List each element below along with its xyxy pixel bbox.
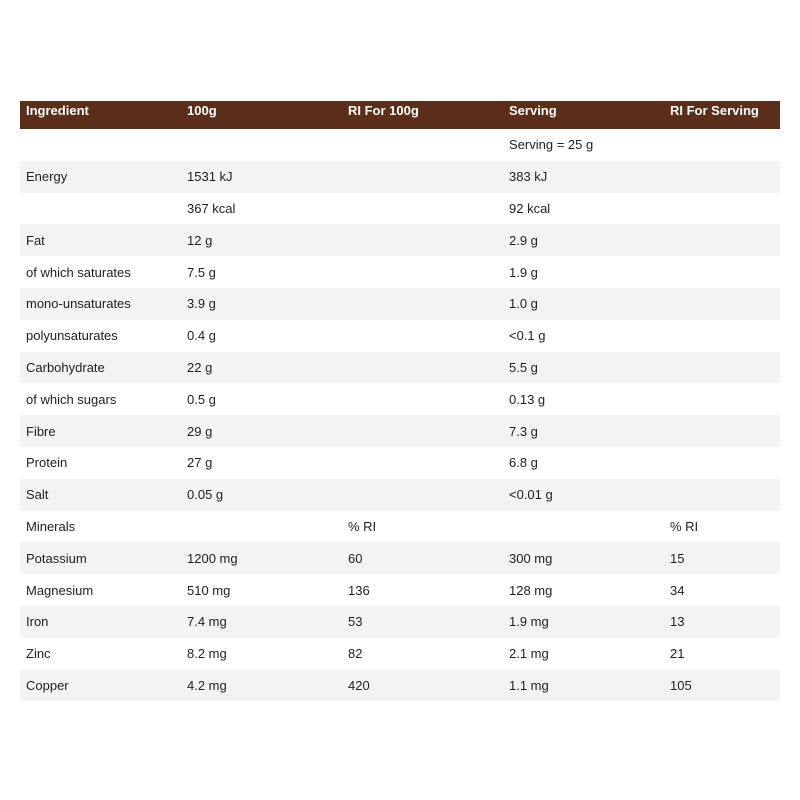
cell-ingredient: Potassium [20,542,181,574]
cell-ingredient: Energy [20,161,181,193]
table-row [20,511,780,543]
cell-ri-100g [342,320,503,352]
table-row [20,224,780,256]
cell-ri-serving: 13 [664,606,780,638]
table-row [20,670,780,702]
table-row [20,288,780,320]
cell-ri-100g [342,383,503,415]
cell-per-serving: 300 mg [503,542,664,574]
cell-per-100g: 7.5 g [181,256,342,288]
cell-per-100g: 0.5 g [181,383,342,415]
cell-ingredient: of which sugars [20,383,181,415]
cell-per-serving: 2.1 mg [503,638,664,670]
cell-ri-serving: 34 [664,574,780,606]
cell-per-serving: 1.9 g [503,256,664,288]
cell-ri-serving [664,352,780,384]
cell-per-serving: Serving = 25 g [503,129,664,161]
cell-ri-serving [664,447,780,479]
header-ingredient: Ingredient [20,101,181,129]
table-row [20,606,780,638]
cell-ri-100g [342,193,503,225]
cell-ingredient: Fibre [20,415,181,447]
cell-ri-serving [664,288,780,320]
cell-per-100g: 4.2 mg [181,670,342,702]
cell-ri-100g: 60 [342,542,503,574]
cell-ingredient: Carbohydrate [20,352,181,384]
cell-per-100g [181,129,342,161]
nutrition-table [20,101,780,701]
table-row [20,383,780,415]
cell-per-100g: 7.4 mg [181,606,342,638]
cell-ri-serving: 21 [664,638,780,670]
cell-ri-100g [342,479,503,511]
cell-per-serving: 7.3 g [503,415,664,447]
table-row [20,415,780,447]
cell-ingredient: polyunsaturates [20,320,181,352]
cell-per-100g: 22 g [181,352,342,384]
cell-ri-100g: 53 [342,606,503,638]
cell-per-100g: 1200 mg [181,542,342,574]
cell-per-100g: 27 g [181,447,342,479]
cell-per-serving: 2.9 g [503,224,664,256]
cell-per-100g: 0.05 g [181,479,342,511]
cell-ri-100g [342,415,503,447]
cell-per-100g: 0.4 g [181,320,342,352]
cell-ri-serving [664,479,780,511]
cell-ri-100g [342,129,503,161]
cell-ri-100g: % RI [342,511,503,543]
cell-per-serving: 383 kJ [503,161,664,193]
cell-per-serving: 128 mg [503,574,664,606]
cell-ingredient: Zinc [20,638,181,670]
cell-ingredient [20,129,181,161]
cell-ri-serving [664,224,780,256]
cell-per-serving [503,511,664,543]
table-row [20,256,780,288]
table-row [20,320,780,352]
cell-per-100g: 510 mg [181,574,342,606]
cell-ri-100g [342,352,503,384]
cell-per-serving: 0.13 g [503,383,664,415]
cell-per-100g: 3.9 g [181,288,342,320]
cell-ingredient: Magnesium [20,574,181,606]
cell-ingredient: Minerals [20,511,181,543]
cell-ri-serving [664,415,780,447]
cell-ri-serving [664,256,780,288]
cell-per-serving: 1.9 mg [503,606,664,638]
cell-ri-serving [664,193,780,225]
cell-ri-100g [342,288,503,320]
cell-per-serving: 92 kcal [503,193,664,225]
cell-ri-serving: 15 [664,542,780,574]
cell-ingredient: Salt [20,479,181,511]
header-100g: 100g [181,101,342,129]
cell-ingredient: Copper [20,670,181,702]
cell-ingredient: mono-unsaturates [20,288,181,320]
cell-ingredient: of which saturates [20,256,181,288]
cell-ri-serving [664,320,780,352]
cell-ingredient: Iron [20,606,181,638]
cell-ri-serving: % RI [664,511,780,543]
cell-ingredient: Fat [20,224,181,256]
header-ri-100g: RI For 100g [342,101,503,129]
cell-ingredient [20,193,181,225]
table-row [20,161,780,193]
cell-ri-serving [664,161,780,193]
table-row [20,129,780,161]
header-ri-serving: RI For Serving [664,101,780,129]
cell-per-100g: 1531 kJ [181,161,342,193]
cell-per-serving: <0.01 g [503,479,664,511]
cell-ri-100g [342,224,503,256]
table-row [20,638,780,670]
table-row [20,479,780,511]
table-header-row [20,101,780,129]
table-body [20,129,780,701]
table-row [20,352,780,384]
cell-per-serving: 5.5 g [503,352,664,384]
cell-ri-100g: 136 [342,574,503,606]
table-row [20,447,780,479]
cell-per-100g: 29 g [181,415,342,447]
cell-ri-100g [342,447,503,479]
cell-ri-serving: 105 [664,670,780,702]
cell-per-serving: 1.0 g [503,288,664,320]
cell-ri-100g [342,161,503,193]
cell-ri-100g: 82 [342,638,503,670]
cell-per-serving: 1.1 mg [503,670,664,702]
cell-ri-serving [664,383,780,415]
header-serving: Serving [503,101,664,129]
cell-per-100g [181,511,342,543]
table-row [20,542,780,574]
cell-ri-100g [342,256,503,288]
cell-ri-serving [664,129,780,161]
cell-per-serving: 6.8 g [503,447,664,479]
table-row [20,574,780,606]
cell-ingredient: Protein [20,447,181,479]
table-row [20,193,780,225]
cell-ri-100g: 420 [342,670,503,702]
cell-per-100g: 8.2 mg [181,638,342,670]
cell-per-serving: <0.1 g [503,320,664,352]
cell-per-100g: 12 g [181,224,342,256]
cell-per-100g: 367 kcal [181,193,342,225]
